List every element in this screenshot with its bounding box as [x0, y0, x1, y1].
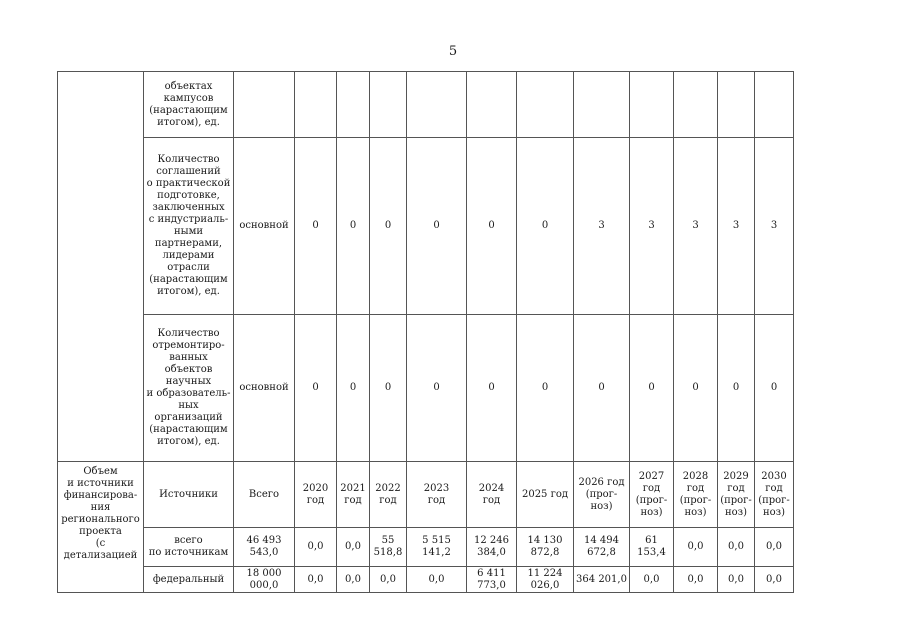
year-header: 2022 год: [370, 462, 407, 528]
source-total: 46 493 543,0: [234, 528, 295, 567]
source-value: 364 201,0: [574, 567, 630, 593]
source-value: 0,0: [295, 528, 337, 567]
indicator-value: 3: [755, 138, 794, 315]
financing-header-row: [58, 462, 794, 528]
indicator-value: 0: [574, 315, 630, 462]
indicator-value: 0: [467, 138, 517, 315]
source-value: 61 153,4: [630, 528, 674, 567]
indicator-value: 3: [674, 138, 718, 315]
indicator-row: [58, 315, 794, 462]
indicator-value: 0: [295, 315, 337, 462]
source-value: 6 411 773,0: [467, 567, 517, 593]
indicator-value: 0: [517, 315, 574, 462]
source-value: 11 224 026,0: [517, 567, 574, 593]
indicator-value: [370, 72, 407, 138]
source-value: 12 246 384,0: [467, 528, 517, 567]
year-header: 2029 год (прог- ноз): [718, 462, 755, 528]
indicator-value: 0: [718, 315, 755, 462]
source-value: 5 515 141,2: [407, 528, 467, 567]
indicator-label: Количество соглашений о практической подготовке, заключенных с индустриаль- ными партнерами, лидерами отрасли (нарастающим итогом), ед.: [144, 138, 234, 315]
indicator-value: [718, 72, 755, 138]
indicator-value: 0: [295, 138, 337, 315]
year-header: 2021 год: [337, 462, 370, 528]
year-header: 2023 год: [407, 462, 467, 528]
source-value: 0,0: [407, 567, 467, 593]
source-value: 0,0: [295, 567, 337, 593]
indicator-value: 0: [407, 315, 467, 462]
source-value: 0,0: [370, 567, 407, 593]
indicator-value: [337, 72, 370, 138]
source-label: федеральный: [144, 567, 234, 593]
source-value: 0,0: [718, 528, 755, 567]
source-value: 0,0: [755, 528, 794, 567]
financing-row: [58, 567, 794, 593]
indicator-value: [755, 72, 794, 138]
year-header: 2028 год (прог- ноз): [674, 462, 718, 528]
indicator-value: 0: [407, 138, 467, 315]
indicator-value: [674, 72, 718, 138]
year-header: 2030 год (прог- ноз): [755, 462, 794, 528]
sources-header: Источники: [144, 462, 234, 528]
indicator-value: [517, 72, 574, 138]
indicator-value: 3: [718, 138, 755, 315]
indicator-value: [574, 72, 630, 138]
indicator-value: 0: [467, 315, 517, 462]
indicator-value: 0: [337, 315, 370, 462]
blank-left-cell: [58, 72, 144, 462]
indicator-value: 0: [337, 138, 370, 315]
source-value: 0,0: [630, 567, 674, 593]
source-value: 0,0: [337, 528, 370, 567]
source-value: 14 494 672,8: [574, 528, 630, 567]
indicator-label: объектах кампусов (нарастающим итогом), ед.: [144, 72, 234, 138]
year-header: 2026 год (прог- ноз): [574, 462, 630, 528]
indicator-type: [234, 72, 295, 138]
indicator-value: 0: [370, 138, 407, 315]
page-number: 5: [448, 44, 458, 59]
total-header: Всего: [234, 462, 295, 528]
source-value: 0,0: [337, 567, 370, 593]
indicator-type: основной: [234, 315, 295, 462]
financing-section-label: Объем и источники финансирова- ния регионального проекта (с детализацией: [58, 462, 144, 593]
indicator-value: 3: [630, 138, 674, 315]
year-header: 2025 год: [517, 462, 574, 528]
source-value: 14 130 872,8: [517, 528, 574, 567]
source-value: 0,0: [718, 567, 755, 593]
source-label: всего по источникам: [144, 528, 234, 567]
source-value: 0,0: [755, 567, 794, 593]
year-header: 2027 год (прог- ноз): [630, 462, 674, 528]
indicator-value: 0: [755, 315, 794, 462]
indicator-row: [58, 72, 794, 138]
indicator-value: [630, 72, 674, 138]
indicator-value: 0: [517, 138, 574, 315]
indicator-value: 0: [630, 315, 674, 462]
indicator-row: [58, 138, 794, 315]
financing-row: [58, 528, 794, 567]
indicator-value: 0: [674, 315, 718, 462]
indicator-value: [407, 72, 467, 138]
source-total: 18 000 000,0: [234, 567, 295, 593]
indicator-label: Количество отремонтиро- ванных объектов научных и образователь- ных организаций (нарастающим итогом), ед.: [144, 315, 234, 462]
indicator-value: [467, 72, 517, 138]
project-table: [57, 71, 794, 593]
year-header: 2024 год: [467, 462, 517, 528]
indicator-value: [295, 72, 337, 138]
source-value: 55 518,8: [370, 528, 407, 567]
year-header: 2020 год: [295, 462, 337, 528]
indicator-type: основной: [234, 138, 295, 315]
indicator-value: 3: [574, 138, 630, 315]
indicator-value: 0: [370, 315, 407, 462]
source-value: 0,0: [674, 528, 718, 567]
source-value: 0,0: [674, 567, 718, 593]
